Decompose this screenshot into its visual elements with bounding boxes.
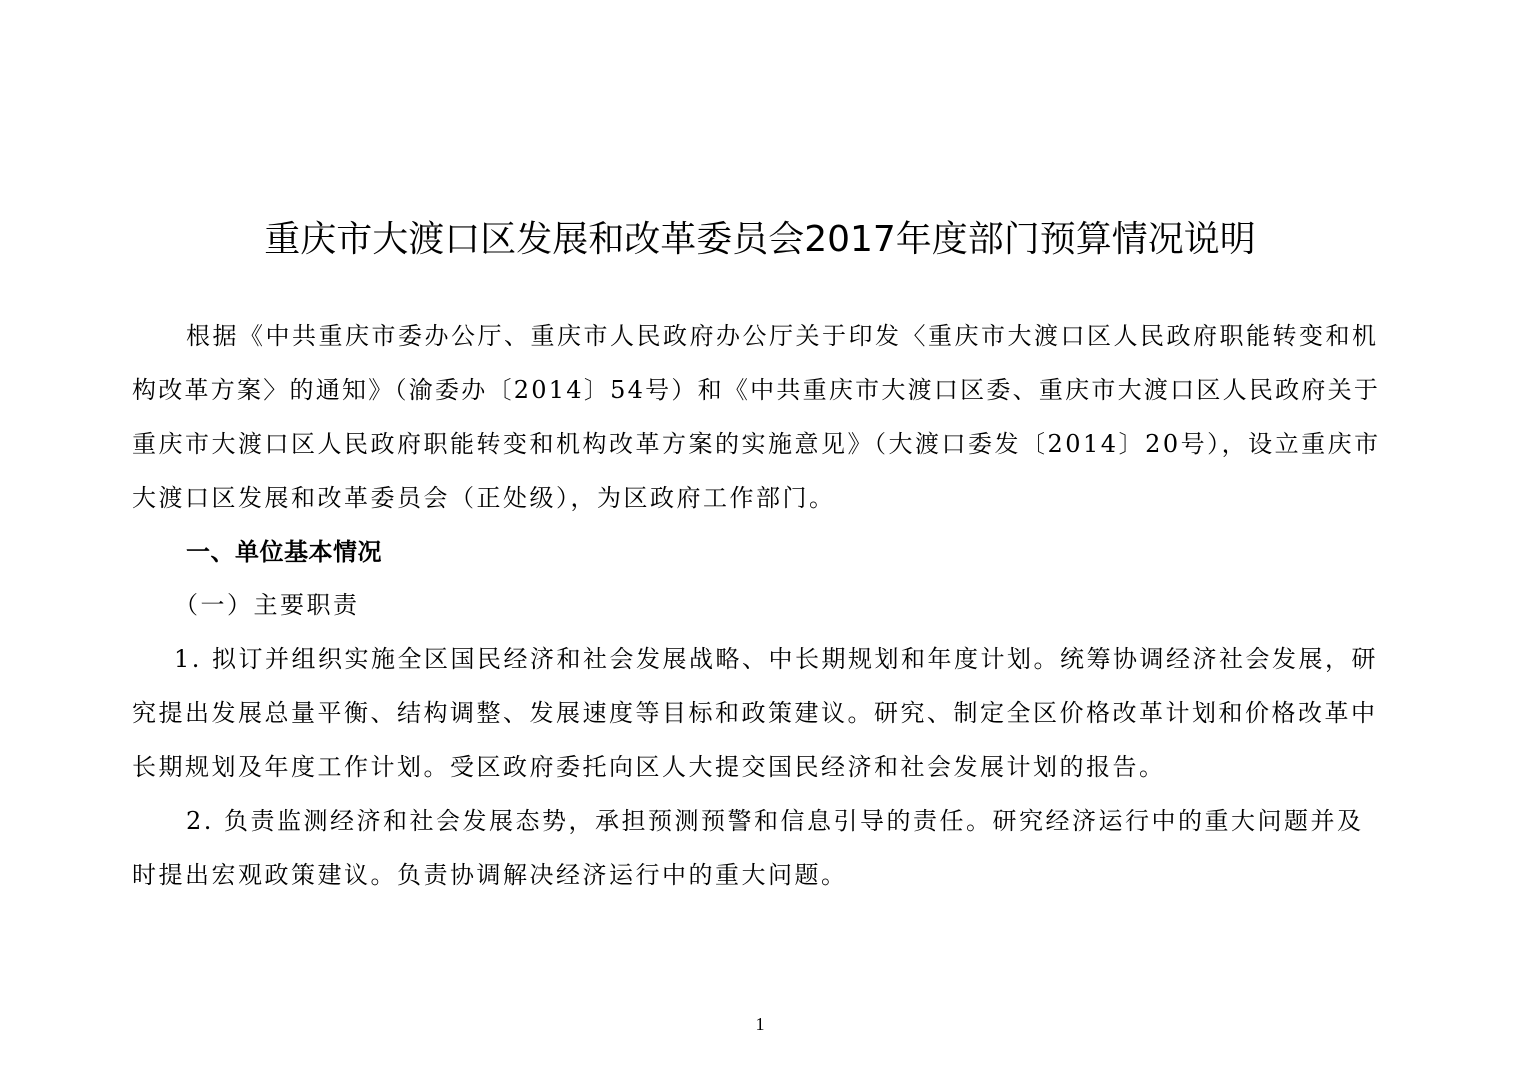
item2-line-2: 时提出宏观政策建议。负责协调解决经济运行中的重大问题。 [132, 861, 848, 889]
intro-line-2: 构改革方案〉的通知》（渝委办〔2014〕54号）和《中共重庆市大渡口区委、重庆市大渡口区人民政府关于 [132, 376, 1381, 404]
page-number: 1 [755, 1014, 765, 1034]
subsection-heading: （一）主要职责 [174, 591, 360, 619]
intro-line-4: 大渡口区发展和改革委员会（正处级），为区政府工作部门。 [132, 484, 836, 512]
item1-line-2: 究提出发展总量平衡、结构调整、发展速度等目标和政策建议。研究、制定全区价格改革计划和价格改革中 [132, 699, 1378, 727]
item1-line-3: 长期规划及年度工作计划。受区政府委托向区人大提交国民经济和社会发展计划的报告。 [132, 753, 1166, 781]
intro-line-1: 根据《中共重庆市委办公厅、重庆市人民政府办公厅关于印发〈重庆市大渡口区人民政府职能转变和机 [186, 322, 1379, 350]
intro-line-3: 重庆市大渡口区人民政府职能转变和机构改革方案的实施意见》（大渡口委发〔2014〕20号），设立重庆市 [132, 430, 1381, 458]
item2-line-1: 2. 负责监测经济和社会发展态势，承担预测预警和信息引导的责任。研究经济运行中的重大问题并及 [186, 807, 1364, 835]
section-heading: 一、单位基本情况 [186, 538, 382, 566]
document-title: 重庆市大渡口区发展和改革委员会2017年度部门预算情况说明 [264, 219, 1256, 260]
item1-line-1: 1. 拟订并组织实施全区国民经济和社会发展战略、中长期规划和年度计划。统筹协调经济社会发展，研 [174, 645, 1379, 673]
